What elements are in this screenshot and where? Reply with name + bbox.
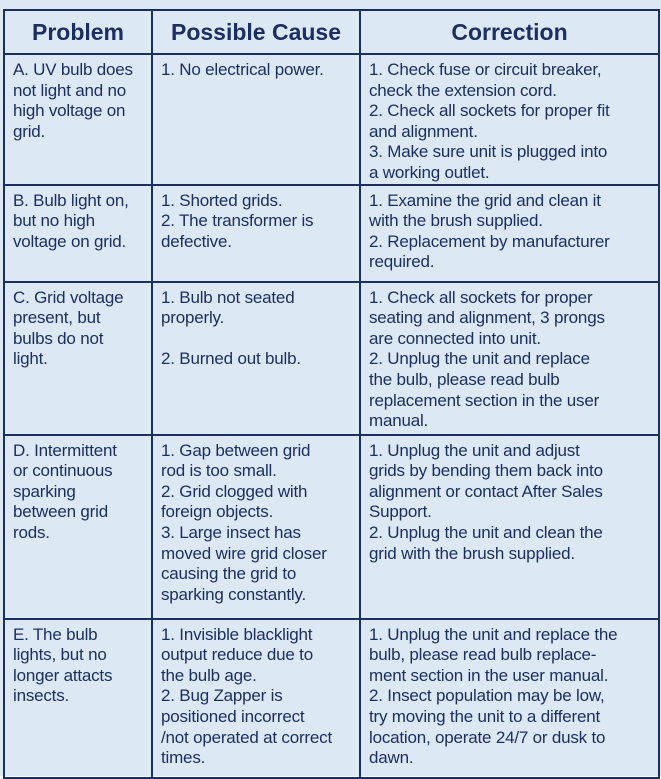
table-row xyxy=(4,619,659,778)
cell-text-line: 3. Large insect has xyxy=(161,522,301,542)
cause-cell xyxy=(152,435,360,619)
cell-text-line: but no high xyxy=(13,211,95,231)
cell-text-line: lights, but no xyxy=(13,645,107,665)
cell-text-line: 2. Replacement by manufacturer xyxy=(369,231,610,251)
table-row xyxy=(4,185,659,282)
cell-text-line: the bulb age. xyxy=(161,665,257,685)
cell-text-line: 2. Grid clogged with xyxy=(161,481,308,501)
cell-text-line: grids by bending them back into xyxy=(369,461,603,481)
cell-text-line: A. UV bulb does xyxy=(13,60,133,79)
cell-text-line: rods. xyxy=(13,522,50,542)
cell-text-line: 3. Make sure unit is plugged into xyxy=(369,142,608,162)
cell-text-line: required. xyxy=(369,252,435,272)
cell-text-line: output reduce due to xyxy=(161,645,313,665)
cell-text-line: positioned incorrect xyxy=(161,706,305,726)
cell-text-line: sparking constantly. xyxy=(161,584,306,604)
cell-text-line: and alignment. xyxy=(369,121,478,141)
cell-text-line: 1. Invisible blacklight xyxy=(161,624,313,644)
cell-text-line: moved wire grid closer xyxy=(161,543,327,563)
correction-cell xyxy=(360,619,659,778)
problem-cell xyxy=(4,619,152,778)
cell-text-line: seating and alignment, 3 prongs xyxy=(369,308,605,328)
cause-cell xyxy=(152,619,360,778)
cell-text-line: D. Intermittent xyxy=(13,440,117,460)
cell-text-line: check the extension cord. xyxy=(369,80,557,100)
problem-cell xyxy=(4,282,152,435)
cell-text-line: 1. Shorted grids. xyxy=(161,190,283,210)
header-possible-cause: Possible Cause xyxy=(152,10,360,54)
correction-cell xyxy=(360,54,659,185)
cell-text-line: 1. Examine the grid and clean it xyxy=(369,190,601,210)
table-row xyxy=(4,282,659,435)
cell-text-line: try moving the unit to a different xyxy=(369,706,601,726)
cell-text-line: rod is too small. xyxy=(161,461,277,481)
cell-text-line: properly. xyxy=(161,308,225,328)
cell-text-line: defective. xyxy=(161,231,232,251)
cell-text-line: high voltage on xyxy=(13,101,126,121)
cell-text-line: replacement section in the user xyxy=(369,390,600,410)
cell-text-line: 2. Burned out bulb. xyxy=(161,349,301,369)
cell-text-line: bulb, please read bulb replace- xyxy=(369,645,597,665)
correction-cell xyxy=(360,435,659,619)
cell-text-line: grid. xyxy=(13,121,46,141)
cell-text-line: 2. Unplug the unit and replace xyxy=(369,349,590,369)
cell-text-line: 1. Gap between grid xyxy=(161,440,311,460)
cell-text-line: ment section in the user manual. xyxy=(369,665,609,685)
cell-text-line: dawn. xyxy=(369,748,414,768)
problem-cell xyxy=(4,435,152,619)
cell-text-line: 1. Unplug the unit and replace the xyxy=(369,624,618,644)
cell-text-line: a working outlet. xyxy=(369,162,490,182)
cell-text-line: sparking xyxy=(13,481,76,501)
cell-text-line: 2. The transformer is xyxy=(161,211,314,231)
cell-text-line: 1. Bulb not seated xyxy=(161,287,295,307)
cell-text-line: 1. Unplug the unit and adjust xyxy=(369,440,580,460)
header-correction: Correction xyxy=(360,10,659,54)
blank-line xyxy=(161,329,355,350)
cell-text-line: 1. No electrical power. xyxy=(161,60,324,79)
cell-text-line: location, operate 24/7 or dusk to xyxy=(369,727,606,747)
cell-text-line: /not operated at correct xyxy=(161,727,332,747)
cell-text-line: alignment or contact After Sales xyxy=(369,481,603,501)
cell-text-line: 1. Check fuse or circuit breaker, xyxy=(369,60,602,79)
cell-text-line: longer attacts xyxy=(13,665,113,685)
cause-cell xyxy=(152,54,360,185)
correction-cell xyxy=(360,185,659,282)
problem-cell xyxy=(4,185,152,282)
cell-text-line: not light and no xyxy=(13,80,127,100)
problem-cell xyxy=(4,54,152,185)
cell-text-line: are connected into unit. xyxy=(369,328,541,348)
cell-text-line: between grid xyxy=(13,502,108,522)
cell-text-line: insects. xyxy=(13,686,70,706)
header-problem: Problem xyxy=(4,10,152,54)
cell-text-line: causing the grid to xyxy=(161,564,297,584)
cell-text-line: 2. Bug Zapper is xyxy=(161,686,283,706)
cell-text-line: foreign objects. xyxy=(161,502,274,522)
cell-text-line: voltage on grid. xyxy=(13,231,127,251)
table-row xyxy=(4,435,659,619)
troubleshooting-table xyxy=(3,9,660,779)
cell-text-line: present, but xyxy=(13,308,101,328)
cell-text-line: 1. Check all sockets for proper xyxy=(369,287,593,307)
cell-text-line: C. Grid voltage xyxy=(13,287,124,307)
table-row xyxy=(4,54,659,185)
cell-text-line: Support. xyxy=(369,502,432,522)
cell-text-line: light. xyxy=(13,349,48,369)
cell-text-line: 2. Insect population may be low, xyxy=(369,686,605,706)
header-row xyxy=(4,10,659,54)
cause-cell xyxy=(152,185,360,282)
cause-cell xyxy=(152,282,360,435)
cell-text-line: 2. Check all sockets for proper fit xyxy=(369,101,610,121)
cell-text-line: bulbs do not xyxy=(13,328,104,348)
cell-text-line: the bulb, please read bulb xyxy=(369,369,560,389)
cell-text-line: 2. Unplug the unit and clean the xyxy=(369,522,603,542)
cell-text-line: with the brush supplied. xyxy=(369,211,543,231)
cell-text-line: or continuous xyxy=(13,461,113,481)
cell-text-line: manual. xyxy=(369,411,429,431)
correction-cell xyxy=(360,282,659,435)
cell-text-line: times. xyxy=(161,748,206,768)
cell-text-line: B. Bulb light on, xyxy=(13,190,129,210)
cell-text-line: E. The bulb xyxy=(13,624,98,644)
cell-text-line: grid with the brush supplied. xyxy=(369,543,575,563)
